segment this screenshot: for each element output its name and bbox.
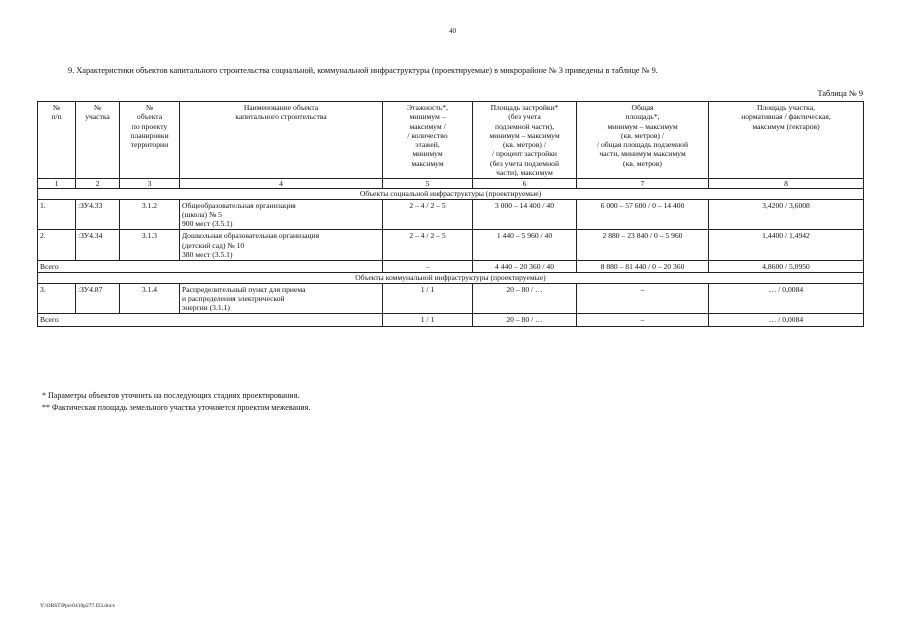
table-cell: :ЗУ4.87 [76,283,120,314]
column-number-cell: 2 [76,179,120,189]
table-cell: 2 – 4 / 2 – 5 [383,230,473,261]
total-cell: 8 880 – 81 440 / 0 – 20 360 [577,261,709,273]
table-cell: 3 000 – 14 400 / 40 [473,199,577,230]
table-cell: 6 000 – 57 600 / 0 – 14 400 [577,199,709,230]
column-number-cell: 8 [709,179,864,189]
column-number-cell: 3 [120,179,180,189]
total-cell: 4,8600 / 5,0950 [709,261,864,273]
header-row [38,102,864,179]
header-cell: Этажность*, минимум – максимум / / количество этажей, минимум максимум [383,102,473,179]
column-number-cell: 6 [473,179,577,189]
table-cell: 3,4200 / 3,6008 [709,199,864,230]
table-cell: 20 – 80 / … [473,283,577,314]
characteristics-table [37,101,864,327]
section-title-communal: Объекты коммунальной инфраструктуры (проектируемые) [38,273,864,283]
total-cell: 20 – 80 / … [473,314,577,326]
header-cell: Общая площадь*, минимум – максимум (кв. метров) / / общая площадь подземной части, минимум максимум (кв. метров) [577,102,709,179]
column-number-row [38,179,864,189]
table-cell: 2 880 – 23 840 / 0 – 5 960 [577,230,709,261]
table-row [38,199,864,230]
table-row [38,283,864,314]
table-cell: Дошкольная образовательная организация (детский сад) № 10 380 мест (3.5.1) [180,230,383,261]
column-number-cell: 7 [577,179,709,189]
table-cell: Распределительный пункт для приема и распределения электрической энергии (3.1.1) [180,283,383,314]
page-number: 40 [449,27,456,35]
total-cell: – [383,261,473,273]
table-cell: Общеобразовательная организация (школа) № 5 900 мест (3.5.1) [180,199,383,230]
table-cell: 3.1.2 [120,199,180,230]
table-cell: … / 0,0084 [709,283,864,314]
file-path-footer: Y:\ORST\Ppo\0410p277.f23.docx [40,603,115,609]
column-number-cell: 1 [38,179,76,189]
total-cell: … / 0,0084 [709,314,864,326]
total-row-communal [38,314,864,326]
intro-paragraph: 9. Характеристики объектов капитального строительства социальной, коммунальной инфраструктуры (проектируемые) в микрорайоне № 3 приведены в таблице № 9. [68,66,658,75]
table-cell: 3.1.4 [120,283,180,314]
table-cell: 2. [38,230,76,261]
header-cell: Площадь участка, нормативная / фактическая, максимум (гектаров) [709,102,864,179]
total-cell: – [577,314,709,326]
table-cell: :ЗУ4.34 [76,230,120,261]
table-cell: 1 / 1 [383,283,473,314]
column-number-cell: 5 [383,179,473,189]
table-row [38,230,864,261]
section-title-social: Объекты социальной инфраструктуры (проектируемые) [38,189,864,199]
total-cell: 4 440 – 20 360 / 40 [473,261,577,273]
total-cell: 1 / 1 [383,314,473,326]
table-cell: 3.1.3 [120,230,180,261]
section-row-social [38,189,864,199]
table-cell: :ЗУ4.33 [76,199,120,230]
column-number-cell: 4 [180,179,383,189]
table-cell: 1 440 – 5 960 / 40 [473,230,577,261]
table-cell: 2 – 4 / 2 – 5 [383,199,473,230]
table-cell: 3. [38,283,76,314]
table-cell: – [577,283,709,314]
total-row-social [38,261,864,273]
header-cell: № участка [76,102,120,179]
table-label: Таблица № 9 [817,89,863,98]
footnote-1: * Параметры объектов уточнить на последующих стадиях проектирования. [42,391,300,400]
section-row-communal [38,273,864,283]
header-cell: Наименование объекта капитального строительства [180,102,383,179]
header-cell: № объекта по проекту планировки территории [120,102,180,179]
table-cell: 1,4400 / 1,4942 [709,230,864,261]
total-label: Всего [38,314,383,326]
table-body [38,102,864,327]
footnotes [42,390,310,415]
header-cell: Площадь застройки* (без учета подземной части), минимум – максимум (кв. метров) / / процент застройки (без учета подземной части), максимум [473,102,577,179]
total-label: Всего [38,261,383,273]
footnote-2: ** Фактическая площадь земельного участка уточняется проектом межевания. [42,403,311,413]
table-cell: 1. [38,199,76,230]
header-cell: № п/п [38,102,76,179]
